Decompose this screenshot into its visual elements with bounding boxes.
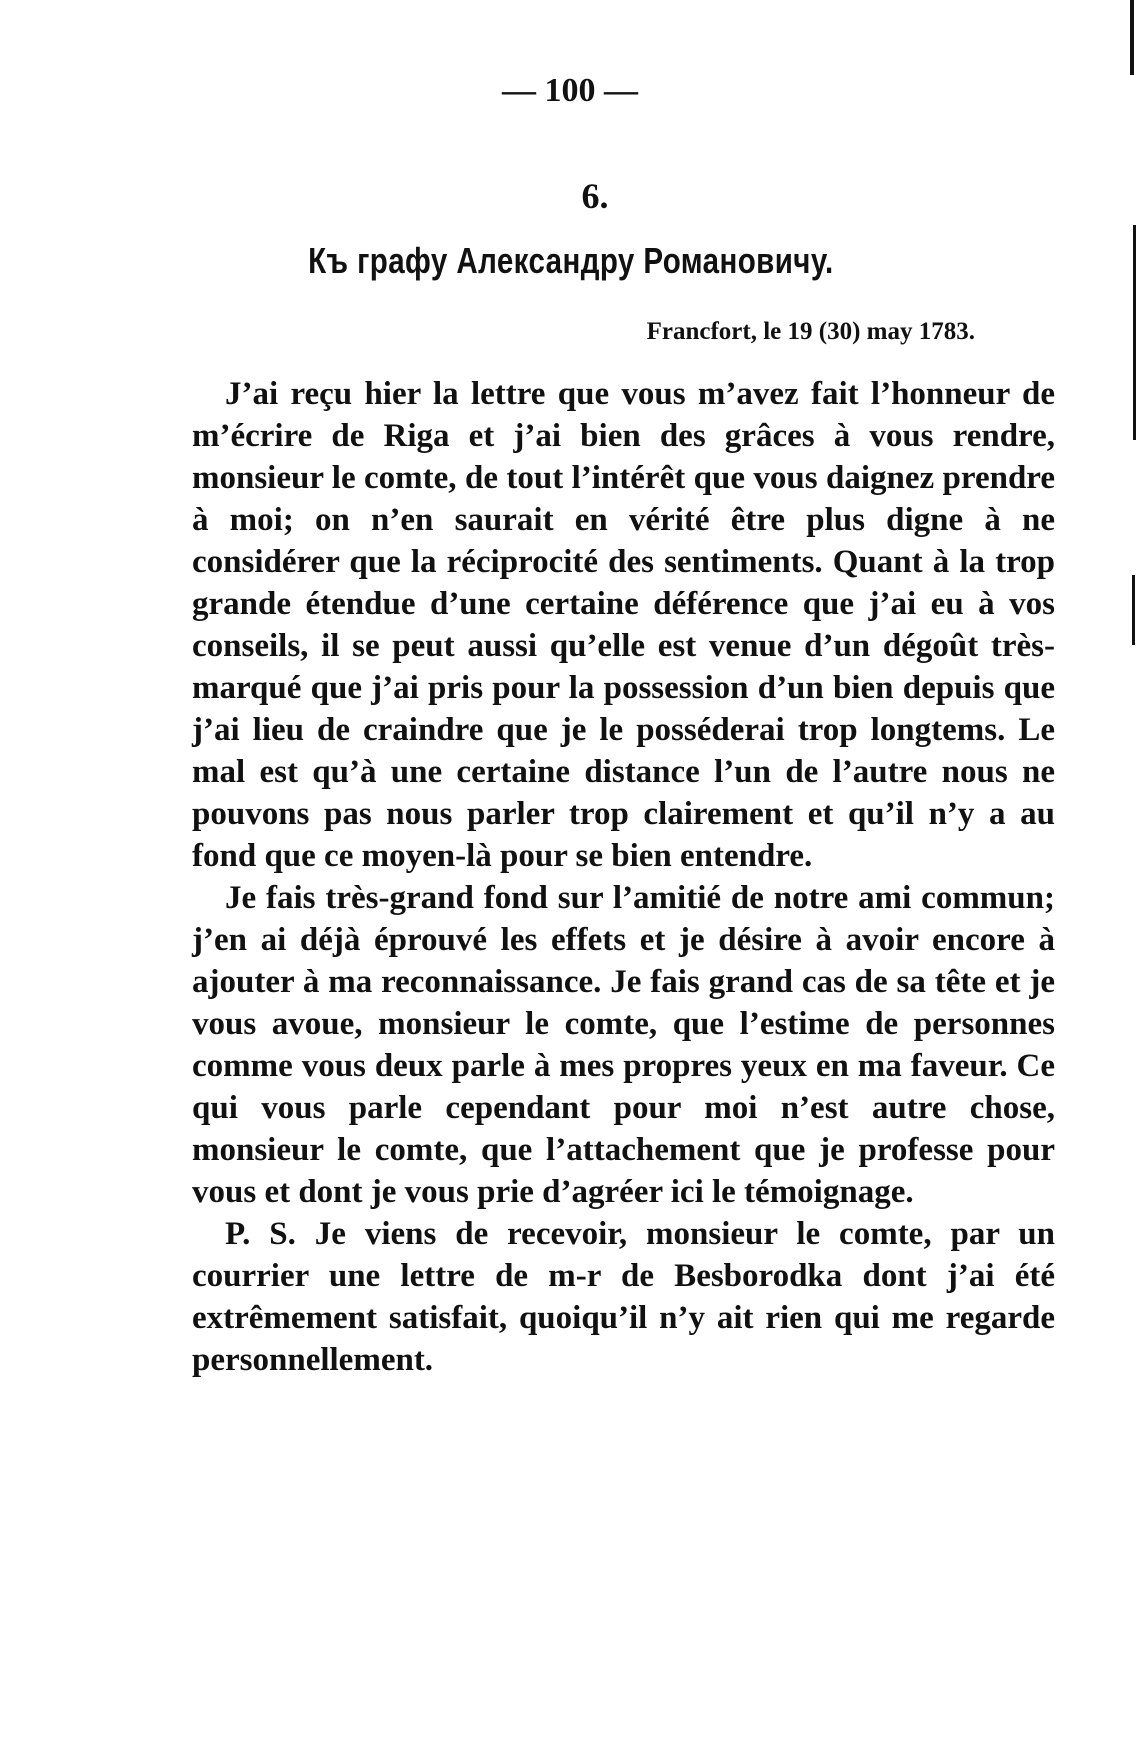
page-number: — 100 — xyxy=(502,72,638,109)
paragraph: Je fais très-grand fond sur l’amitié de notre ami commun; j’en ai déjà éprouvé les effets et je désire à avoir encore à ajouter à ma reconnaissance. Je fais grand cas de sa tête et je vous avoue, monsieur le comte, que l’estime de personnes comme vous deux parle à mes propres yeux en ma faveur. Ce qui vous parle cependant pour moi n’est autre chose, monsieur le comte, que l’attachement que je professe pour vous et dont je vous prie d’agréer ici le témoignage. xyxy=(192,880,1055,1210)
letter-heading: Къ графу Александру Романовичу. xyxy=(308,240,834,281)
dateline: Francfort, le 19 (30) may 1783. xyxy=(646,318,975,345)
letter-body xyxy=(192,373,1055,1381)
page-edge-mark xyxy=(1133,225,1136,440)
page-edge-mark xyxy=(1130,0,1134,75)
paragraph: P. S. Je viens de recevoir, monsieur le comte, par un courrier une lettre de m-r de Besborodka dont j’ai été extrêmement satisfait, quoiqu’il n’y ait rien qui me regarde personnellement. xyxy=(192,1216,1055,1378)
paragraph: J’ai reçu hier la lettre que vous m’avez fait l’honneur de m’écrire de Riga et j’ai bien des grâces à vous rendre, monsieur le comte, de tout l’intérêt que vous daignez prendre à moi; on n’en saurait en vérité être plus digne à ne considérer que la réciprocité des sentiments. Quant à la trop grande étendue d’une certaine déférence que j’ai eu à vos conseils, il se peut aussi qu’elle est venue d’un dégoût très-marqué que j’ai pris pour la possession d’un bien depuis que j’ai lieu de craindre que je le posséderai trop longtems. Le mal est qu’à une certaine distance l’un de l’autre nous ne pouvons pas nous parler trop clairement et qu’il n’y a au fond que ce moyen-là pour se bien entendre. xyxy=(192,376,1055,874)
page-edge-mark xyxy=(1132,575,1135,645)
letter-number: 6. xyxy=(581,176,609,216)
